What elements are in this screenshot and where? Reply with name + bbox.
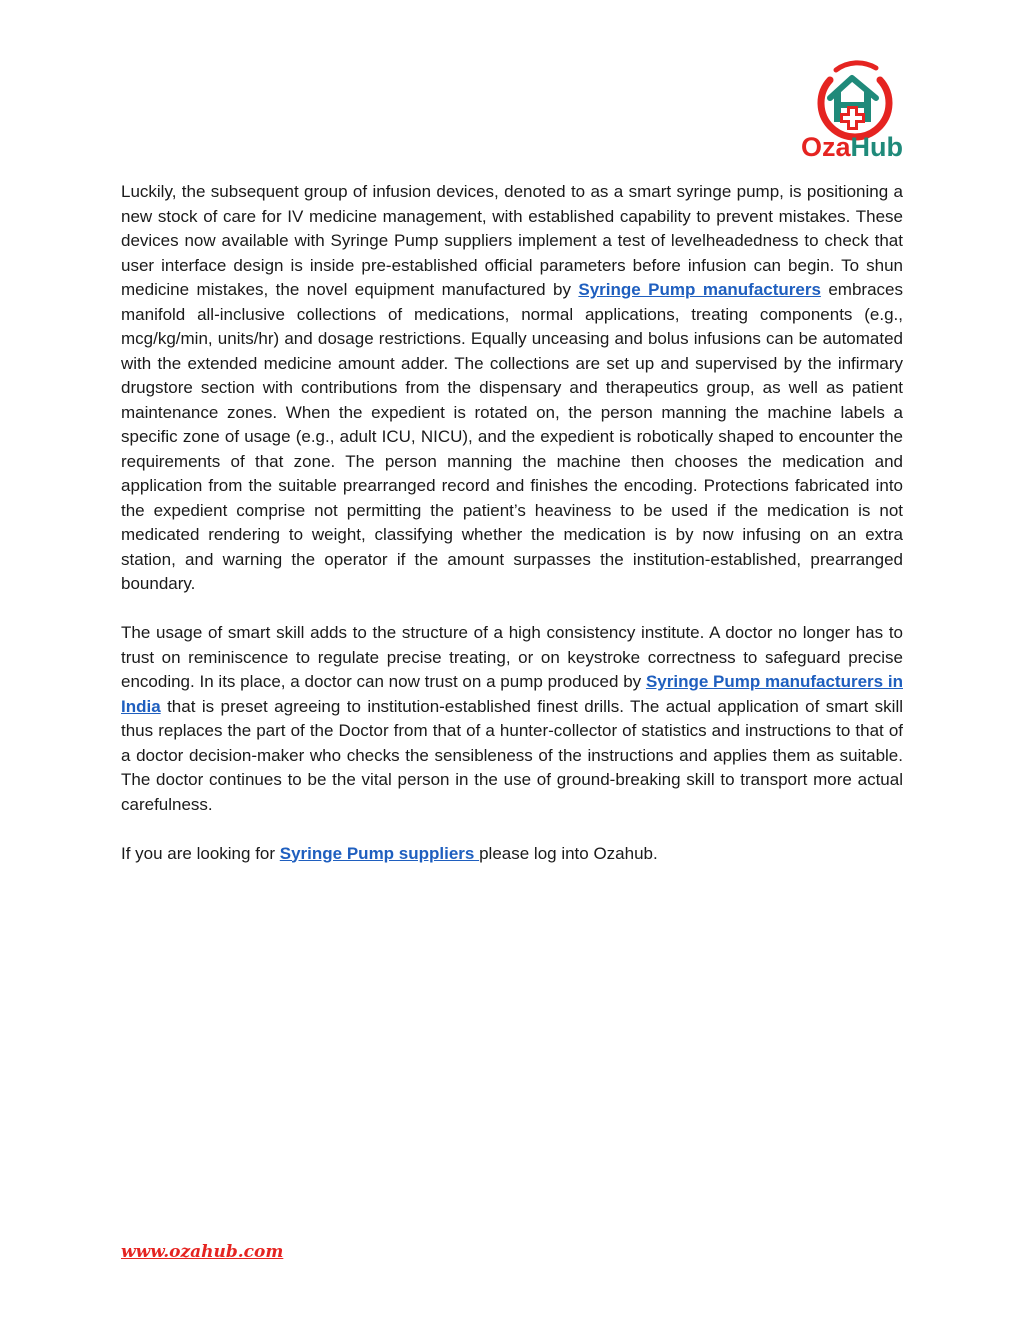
footer-website-link[interactable]: www.ozahub.com [121, 1242, 284, 1262]
article-body [121, 180, 903, 891]
paragraph-1-text-a: Luckily, the subsequent group of infusion devices, denoted to as a smart syringe pump, is positioning a new stock of care for IV medicine management, with established capability to prevent mistakes. These devices now available with Syringe Pump suppliers implement a test of levelheadedness to check that user interface design is inside pre-established official parameters before infusion can begin. To shun medicine mistakes, the novel equipment manufactured by [121, 182, 903, 299]
paragraph-1-text-b: embraces manifold all-inclusive collections of medications, normal applications, treating components (e.g., mcg/kg/min, units/hr) and dosage restrictions. Equally unceasing and bolus infusions can be automated with the extended medicine amount adder. The collections are set up and supervised by the infirmary drugstore section with contributions from the dispensary and therapeutics group, as well as patient maintenance zones. When the expedient is rotated on, the person manning the machine labels a specific zone of usage (e.g., adult ICU, NICU), and the expedient is robotically shaped to encounter the requirements of that zone. The person manning the machine then chooses the medication and application from the suitable prearranged record and finishes the encoding. Protections fabricated into the expedient comprise not permitting the patient’s heaviness to be used if the medication is not medicated rendering to weight, classifying whether the medication is by now infusing on an extra station, and warning the operator if the amount surpasses the institution-established, prearranged boundary. [121, 280, 903, 593]
paragraph-2-text-b: that is preset agreeing to institution-established finest drills. The actual application of smart skill thus replaces the part of the Doctor from that of a hunter-collector of statistics and instructions to that of a doctor decision-maker who checks the sensibleness of the instructions and applies them as suitable. The doctor continues to be the vital person in the use of ground-breaking skill to transport more actual carefulness. [121, 696, 903, 814]
paragraph-1 [121, 180, 903, 597]
syringe-pump-manufacturers-india-link[interactable]: Syringe Pump manufacturers in India [121, 672, 903, 716]
logo-brand-hub: Hub [850, 132, 904, 160]
paragraph-2-text-a: The usage of smart skill adds to the structure of a high consistency institute. A doctor no longer has to trust on reminiscence to regulate precise treating, or on keystroke correctness to safeguard precise encoding. In its place, a doctor can now trust on a pump produced by [121, 623, 903, 691]
paragraph-2 [121, 621, 903, 817]
paragraph-3 [121, 842, 903, 867]
paragraph-3-text-a: If you are looking for [121, 843, 280, 863]
ozahub-logo-icon [796, 56, 908, 160]
syringe-pump-manufacturers-link[interactable]: Syringe Pump manufacturers [578, 280, 821, 299]
logo-brand-oza: Oza [800, 132, 851, 160]
svg-text:OzaHub [801, 132, 903, 160]
paragraph-3-text-b: please log into Ozahub. [479, 843, 658, 863]
syringe-pump-suppliers-link[interactable]: Syringe Pump suppliers [279, 843, 480, 863]
ozahub-logo[interactable] [796, 56, 908, 160]
